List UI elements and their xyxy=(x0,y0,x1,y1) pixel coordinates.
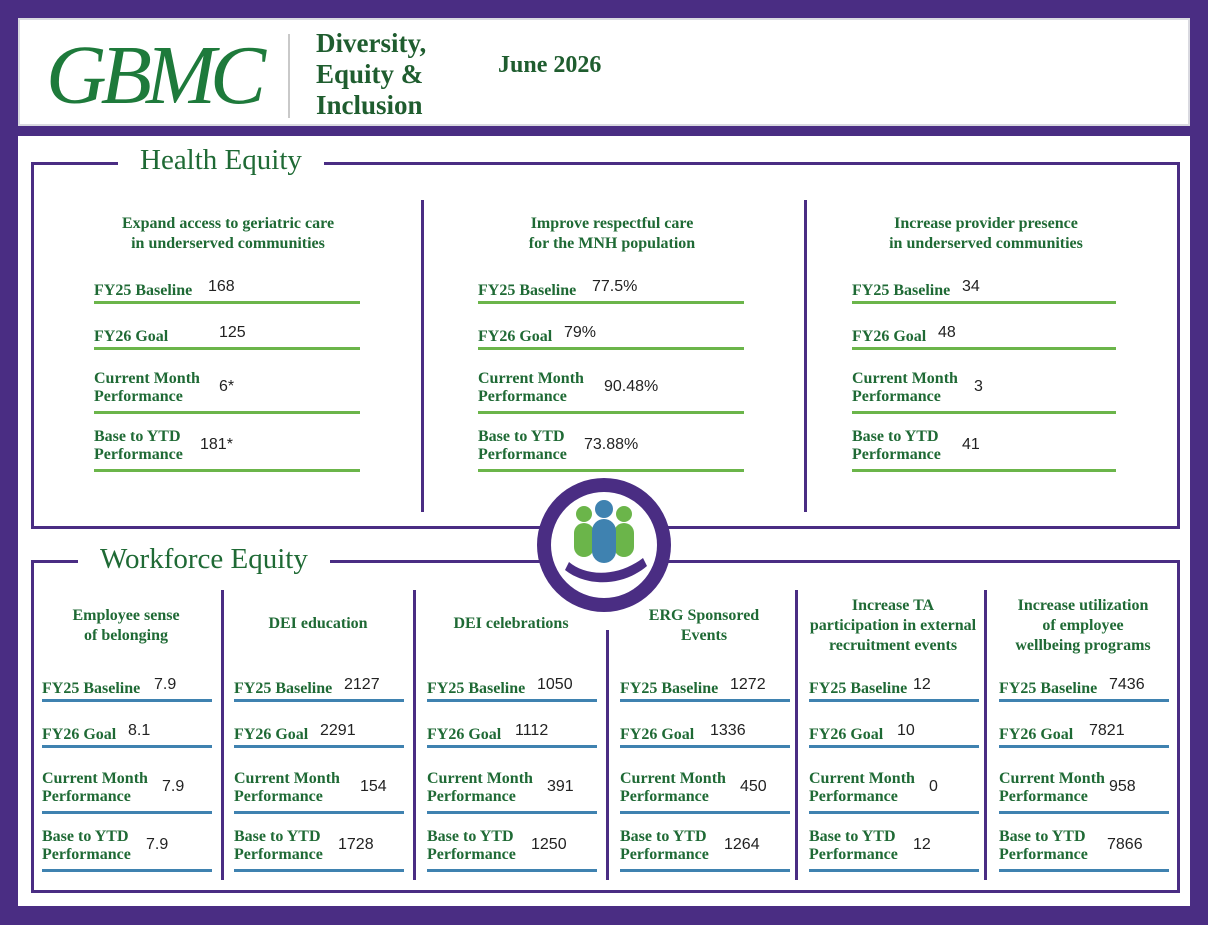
column-divider xyxy=(795,590,798,880)
metric-underline xyxy=(809,811,979,814)
metric-label: FY25 Baseline xyxy=(42,680,141,697)
column-title-line: Increase provider presence xyxy=(894,215,1078,232)
metric-label-line: Performance xyxy=(42,788,131,805)
people-in-hand-icon xyxy=(537,478,671,612)
metric-underline xyxy=(234,745,404,748)
metric-row xyxy=(809,826,979,872)
metric-label-line: Performance xyxy=(234,846,323,863)
metric-label-line: Performance xyxy=(620,788,709,805)
metric-underline xyxy=(42,811,212,814)
metric-underline xyxy=(999,869,1169,872)
column-title xyxy=(228,614,408,634)
metric-row xyxy=(234,674,404,702)
metric-row xyxy=(94,426,360,472)
metric-row xyxy=(620,720,790,748)
metric-label xyxy=(94,428,183,464)
metric-value: 2291 xyxy=(320,722,356,739)
column-title-line: participation in external xyxy=(809,617,977,634)
department-title xyxy=(316,28,426,121)
metric-row xyxy=(620,826,790,872)
metric-label: FY26 Goal xyxy=(478,328,553,345)
metric-label xyxy=(999,828,1088,864)
column-divider xyxy=(221,590,224,880)
header xyxy=(18,18,1190,126)
column-title-line: recruitment events xyxy=(828,637,958,654)
metric-label-line: Performance xyxy=(427,846,516,863)
metric-label-line: Base to YTD xyxy=(478,428,565,445)
column-title xyxy=(803,596,983,656)
metric-value: 7.9 xyxy=(162,778,185,795)
metric-label-line: Performance xyxy=(852,388,941,405)
metric-label xyxy=(234,828,323,864)
column-title-line: DEI celebrations xyxy=(453,615,569,632)
metric-underline xyxy=(620,699,790,702)
metric-row xyxy=(94,276,360,304)
metric-value: 10 xyxy=(897,722,915,739)
metric-label-line: Performance xyxy=(620,846,709,863)
metric-label-line: Performance xyxy=(94,446,183,463)
metric-underline xyxy=(852,347,1116,350)
metric-label: FY25 Baseline xyxy=(94,282,193,299)
metric-row xyxy=(478,426,744,472)
metric-label xyxy=(999,770,1105,806)
metric-label xyxy=(427,828,516,864)
metric-underline xyxy=(620,869,790,872)
metric-underline xyxy=(234,811,404,814)
metric-underline xyxy=(999,745,1169,748)
metric-underline xyxy=(809,745,979,748)
metric-label-line: Current Month xyxy=(809,770,915,787)
metric-row xyxy=(427,826,597,872)
metric-row xyxy=(94,368,360,414)
metric-underline xyxy=(620,811,790,814)
metric-value: 154 xyxy=(360,778,387,795)
metric-label: FY26 Goal xyxy=(852,328,927,345)
metric-value: 0 xyxy=(929,778,938,795)
metric-label-line: Current Month xyxy=(852,370,958,387)
metric-underline xyxy=(478,411,744,414)
metric-label-line: Performance xyxy=(478,388,567,405)
column-divider xyxy=(421,200,424,512)
metric-value: 7.9 xyxy=(146,836,169,853)
metric-row xyxy=(999,674,1169,702)
metric-label-line: Performance xyxy=(999,788,1088,805)
metric-label-line: Current Month xyxy=(999,770,1105,787)
metric-row xyxy=(852,276,1116,304)
metric-underline xyxy=(809,869,979,872)
metric-label xyxy=(809,828,898,864)
gbmc-logo: GBMC xyxy=(46,29,260,122)
column-title-line: wellbeing programs xyxy=(1015,637,1151,654)
metric-label xyxy=(478,428,567,464)
metric-label-line: Performance xyxy=(427,788,516,805)
metric-row xyxy=(42,720,212,748)
column-title-line: ERG Sponsored xyxy=(648,607,760,624)
metric-underline xyxy=(999,811,1169,814)
column-title xyxy=(36,606,216,646)
metric-label: FY26 Goal xyxy=(809,726,884,743)
metric-label: FY26 Goal xyxy=(234,726,309,743)
department-line: Inclusion xyxy=(316,90,423,120)
metric-label xyxy=(620,770,726,806)
metric-underline xyxy=(94,347,360,350)
metric-label-line: Performance xyxy=(809,846,898,863)
metric-value: 125 xyxy=(219,324,246,341)
metric-label-line: Base to YTD xyxy=(427,828,514,845)
metric-value: 12 xyxy=(913,676,931,693)
column-divider xyxy=(804,200,807,512)
metric-label-line: Performance xyxy=(234,788,323,805)
metric-value: 7821 xyxy=(1089,722,1125,739)
column-title-line: Expand access to geriatric care xyxy=(121,215,335,232)
metric-row xyxy=(42,826,212,872)
column-title-line: Increase TA xyxy=(851,597,935,614)
metric-row xyxy=(620,768,790,814)
metric-label: FY25 Baseline xyxy=(999,680,1098,697)
metric-label: FY26 Goal xyxy=(620,726,695,743)
metric-label-line: Base to YTD xyxy=(42,828,129,845)
metric-label-line: Performance xyxy=(94,388,183,405)
metric-label: FY25 Baseline xyxy=(620,680,719,697)
column-divider xyxy=(413,590,416,880)
metric-value: 79% xyxy=(564,324,597,341)
column-title-line: of belonging xyxy=(83,627,168,644)
metric-underline xyxy=(478,347,744,350)
metric-value: 7436 xyxy=(1109,676,1145,693)
metric-label xyxy=(852,370,958,406)
metric-value: 48 xyxy=(938,324,956,341)
metric-value: 3 xyxy=(974,378,983,395)
metric-underline xyxy=(94,301,360,304)
metric-label xyxy=(42,828,131,864)
metric-label xyxy=(809,770,915,806)
column-title xyxy=(421,614,601,634)
metric-underline xyxy=(478,469,744,472)
metric-row xyxy=(427,768,597,814)
metric-label xyxy=(478,370,584,406)
metric-underline xyxy=(427,869,597,872)
metric-value: 6* xyxy=(219,378,235,395)
metric-label: FY25 Baseline xyxy=(427,680,526,697)
column-title-line: in underserved communities xyxy=(131,235,325,252)
metric-row xyxy=(427,720,597,748)
column-title-line: Employee sense xyxy=(72,607,180,624)
metric-value: 168 xyxy=(208,278,235,295)
metric-label-line: Base to YTD xyxy=(234,828,321,845)
metric-value: 181* xyxy=(200,436,233,453)
column-title-line: Events xyxy=(680,627,728,644)
column-title xyxy=(846,214,1126,254)
metric-value: 1336 xyxy=(710,722,746,739)
metric-label-line: Performance xyxy=(809,788,898,805)
metric-underline xyxy=(94,411,360,414)
metric-underline xyxy=(852,469,1116,472)
metric-label-line: Performance xyxy=(478,446,567,463)
metric-row xyxy=(620,674,790,702)
metric-value: 1728 xyxy=(338,836,374,853)
column-title-line: Increase utilization xyxy=(1017,597,1149,614)
column-title xyxy=(472,214,752,254)
metric-value: 73.88% xyxy=(584,436,639,453)
metric-value: 34 xyxy=(962,278,980,295)
metric-value: 1272 xyxy=(730,676,766,693)
department-line: Diversity, xyxy=(316,28,427,58)
metric-row xyxy=(809,768,979,814)
column-title-line: for the MNH population xyxy=(528,235,696,252)
metric-row xyxy=(478,368,744,414)
metric-underline xyxy=(427,699,597,702)
metric-value: 2127 xyxy=(344,676,380,693)
metric-label: FY26 Goal xyxy=(427,726,502,743)
report-month: June 2026 xyxy=(498,52,602,78)
metric-row xyxy=(809,720,979,748)
metric-label xyxy=(427,770,533,806)
metric-label-line: Current Month xyxy=(94,370,200,387)
metric-row xyxy=(478,322,744,350)
metric-underline xyxy=(852,411,1116,414)
metric-row xyxy=(234,720,404,748)
metric-label: FY26 Goal xyxy=(42,726,117,743)
metric-value: 7866 xyxy=(1107,836,1143,853)
department-line: Equity & xyxy=(316,59,424,89)
metric-value: 12 xyxy=(913,836,931,853)
metric-label-line: Current Month xyxy=(42,770,148,787)
metric-label: FY25 Baseline xyxy=(234,680,333,697)
metric-label xyxy=(42,770,148,806)
metric-row xyxy=(999,768,1169,814)
metric-label-line: Current Month xyxy=(620,770,726,787)
metric-label-line: Base to YTD xyxy=(852,428,939,445)
metric-row xyxy=(478,276,744,304)
metric-row xyxy=(427,674,597,702)
emblem-graphic xyxy=(551,492,657,598)
metric-label: FY25 Baseline xyxy=(478,282,577,299)
metric-underline xyxy=(94,469,360,472)
metric-label-line: Base to YTD xyxy=(94,428,181,445)
metric-label: FY26 Goal xyxy=(999,726,1074,743)
metric-value: 391 xyxy=(547,778,574,795)
column-divider xyxy=(984,590,987,880)
metric-underline xyxy=(42,869,212,872)
metric-underline xyxy=(427,745,597,748)
metric-value: 1112 xyxy=(515,722,549,739)
metric-label xyxy=(852,428,941,464)
metric-label-line: Current Month xyxy=(478,370,584,387)
metric-value: 958 xyxy=(1109,778,1136,795)
metric-label-line: Base to YTD xyxy=(999,828,1086,845)
metric-row xyxy=(852,322,1116,350)
metric-row xyxy=(809,674,979,702)
metric-underline xyxy=(42,745,212,748)
metric-label xyxy=(94,370,200,406)
metric-value: 8.1 xyxy=(128,722,151,739)
column-divider xyxy=(606,630,609,880)
metric-row xyxy=(42,674,212,702)
column-title-line: Improve respectful care xyxy=(530,215,694,232)
column-title xyxy=(993,596,1173,656)
metric-label-line: Performance xyxy=(42,846,131,863)
metric-underline xyxy=(809,699,979,702)
metric-value: 1264 xyxy=(724,836,760,853)
workforce-equity-title: Workforce Equity xyxy=(78,543,330,576)
metric-underline xyxy=(234,869,404,872)
metric-value: 1250 xyxy=(531,836,567,853)
column-title-line: DEI education xyxy=(268,615,368,632)
metric-underline xyxy=(234,699,404,702)
metric-label-line: Performance xyxy=(852,446,941,463)
column-title xyxy=(614,606,794,646)
metric-value: 41 xyxy=(962,436,980,453)
column-title xyxy=(88,214,368,254)
metric-value: 1050 xyxy=(537,676,573,693)
metric-underline xyxy=(999,699,1169,702)
metric-underline xyxy=(852,301,1116,304)
metric-label-line: Base to YTD xyxy=(620,828,707,845)
logo-divider xyxy=(288,34,290,118)
metric-value: 77.5% xyxy=(592,278,638,295)
metric-label-line: Performance xyxy=(999,846,1088,863)
metric-row xyxy=(234,826,404,872)
metric-underline xyxy=(620,745,790,748)
metric-label: FY25 Baseline xyxy=(852,282,951,299)
metric-label: FY25 Baseline xyxy=(809,680,908,697)
metric-value: 450 xyxy=(740,778,767,795)
column-title-line: in underserved communities xyxy=(889,235,1083,252)
metric-label-line: Current Month xyxy=(427,770,533,787)
metric-row xyxy=(42,768,212,814)
metric-underline xyxy=(427,811,597,814)
metric-row xyxy=(234,768,404,814)
metric-value: 7.9 xyxy=(154,676,177,693)
metric-label xyxy=(620,828,709,864)
metric-row xyxy=(94,322,360,350)
metric-value: 90.48% xyxy=(604,378,659,395)
metric-row xyxy=(999,720,1169,748)
metric-label-line: Base to YTD xyxy=(809,828,896,845)
metric-row xyxy=(852,368,1116,414)
metric-underline xyxy=(478,301,744,304)
metric-label xyxy=(234,770,340,806)
emblem-inner xyxy=(551,492,657,598)
metric-label: FY26 Goal xyxy=(94,328,169,345)
metric-label-line: Current Month xyxy=(234,770,340,787)
column-title-line: of employee xyxy=(1042,617,1124,634)
metric-row xyxy=(852,426,1116,472)
metric-underline xyxy=(42,699,212,702)
metric-row xyxy=(999,826,1169,872)
health-equity-title: Health Equity xyxy=(118,144,324,177)
